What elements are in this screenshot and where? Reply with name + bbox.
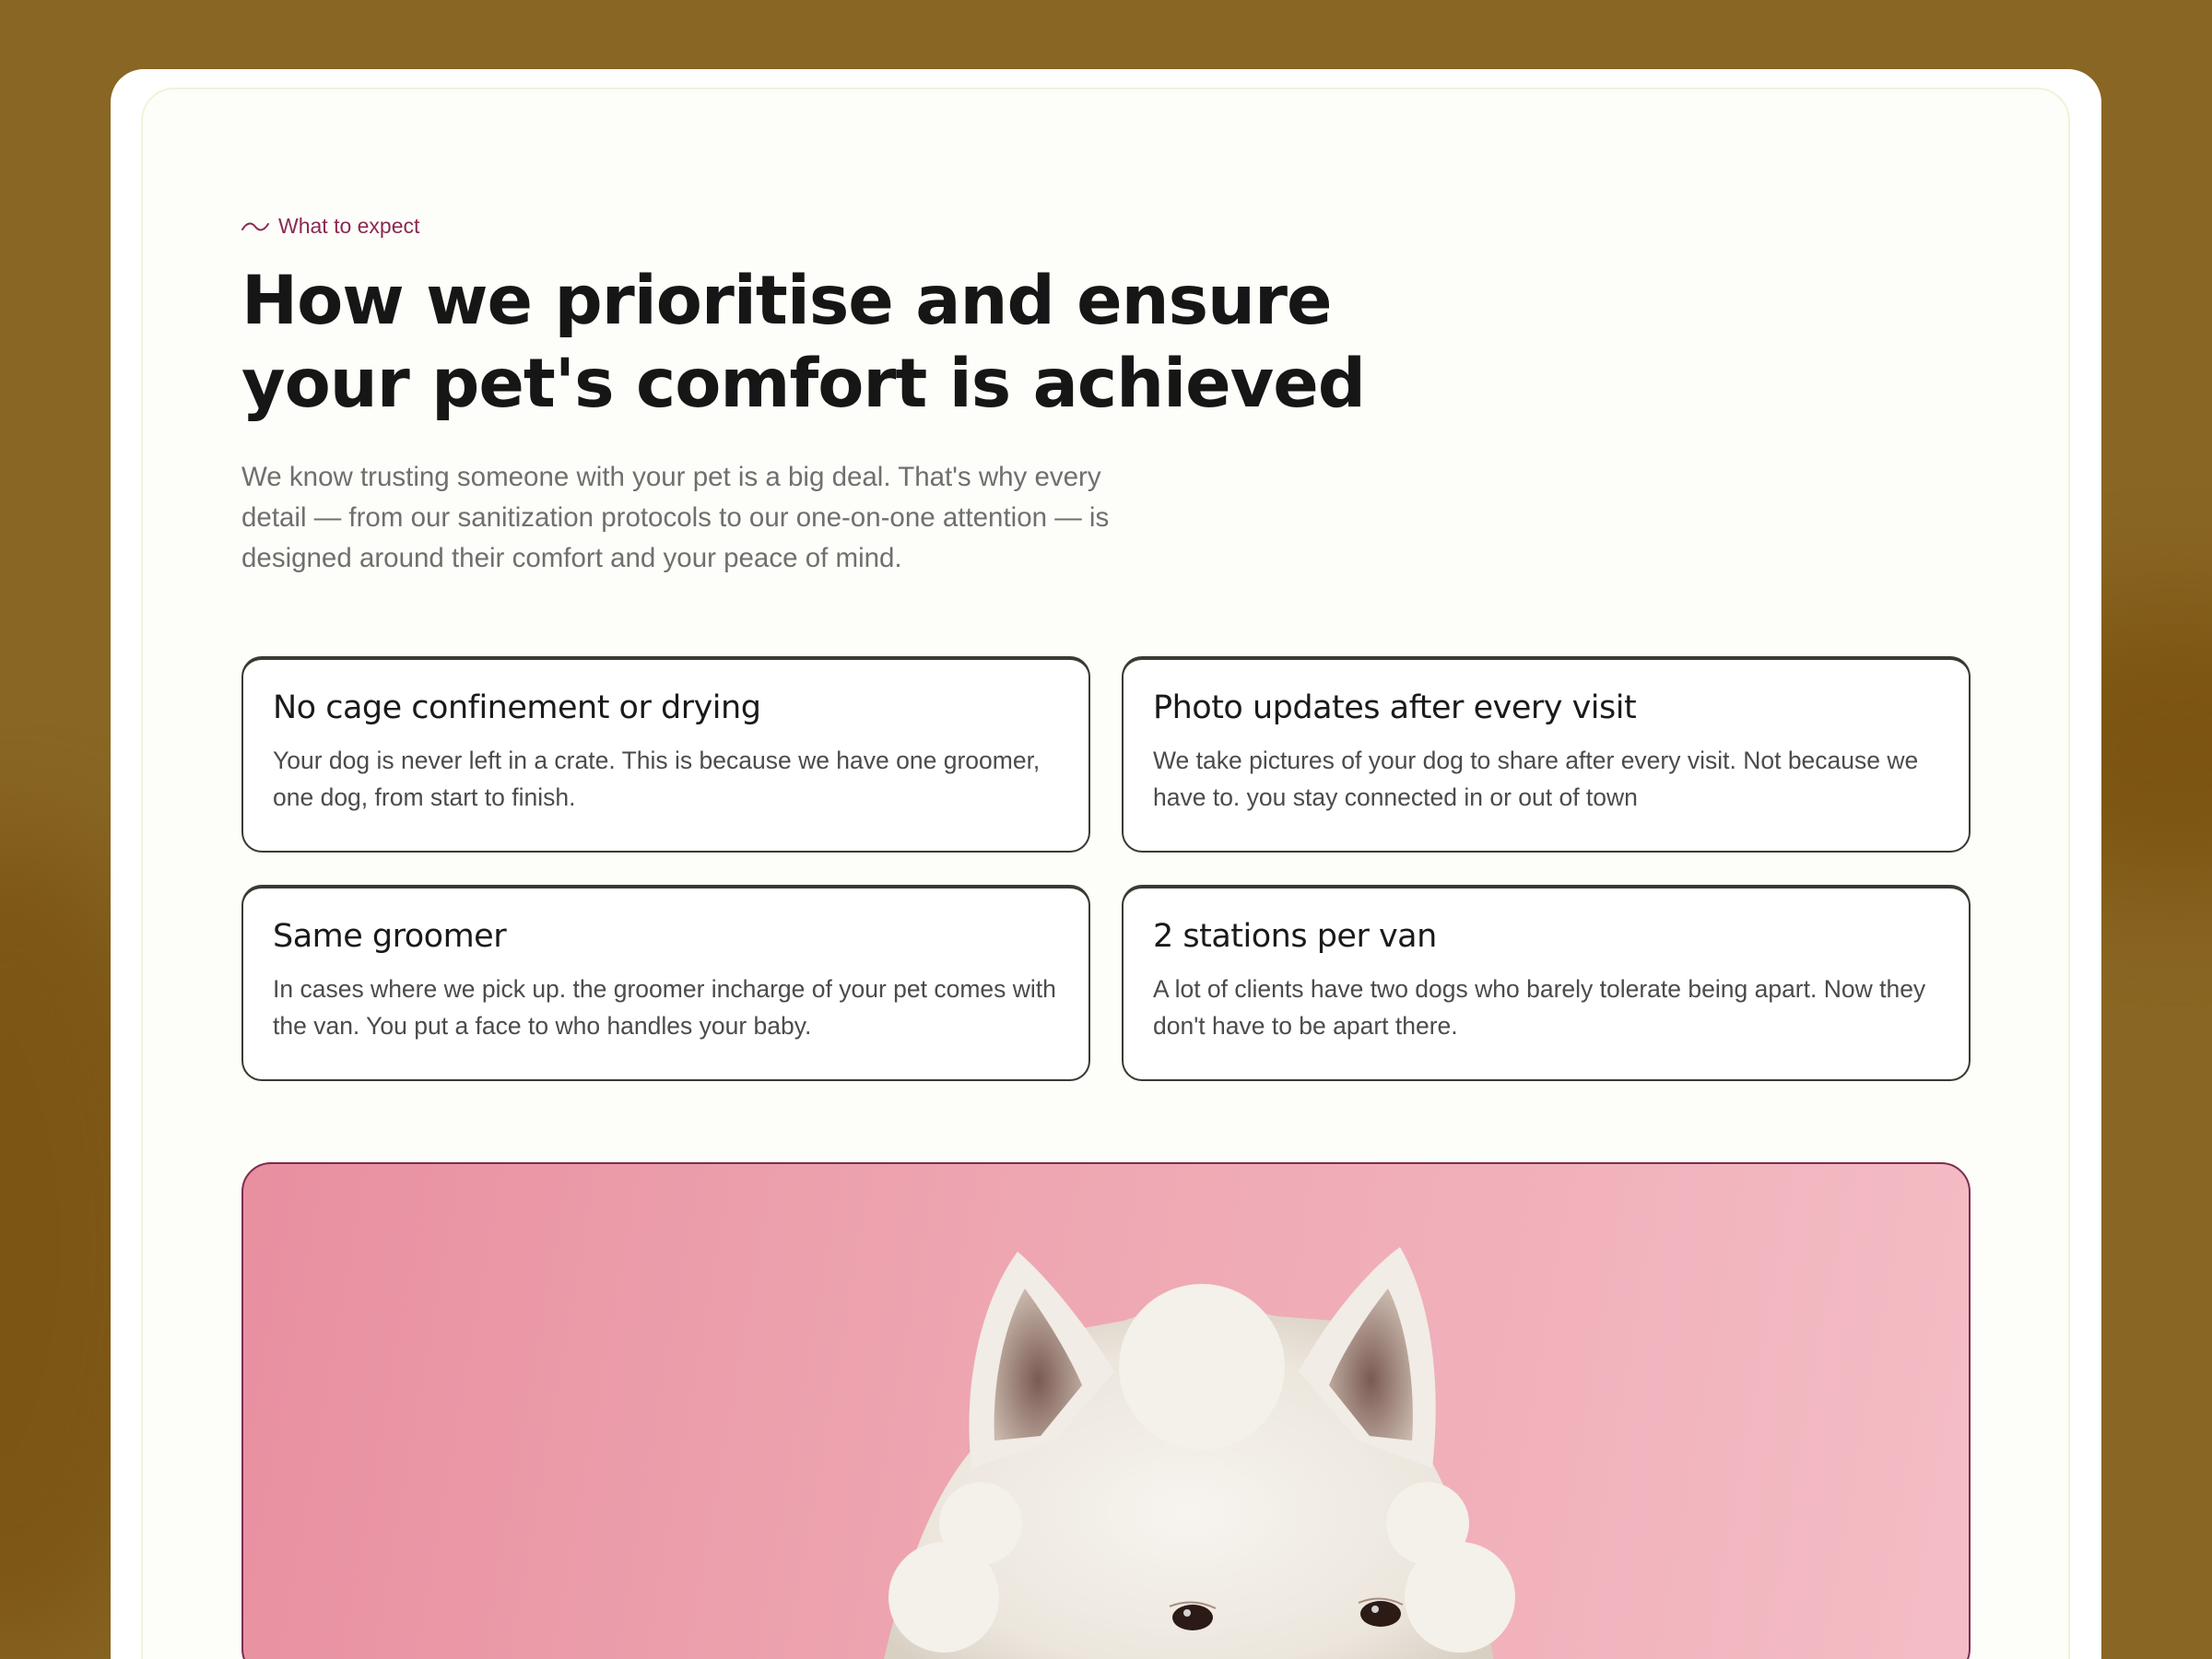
- feature-card-same-groomer: [241, 885, 1090, 1081]
- feature-title: Photo updates after every visit: [1153, 689, 1637, 726]
- eyebrow-label: What to expect: [278, 214, 420, 238]
- section-description: We know trusting someone with your pet is a big deal. That's why every detail — from our sanitization protocols to our one-on-one attention — is designed around their comfort and your peace of mind.: [241, 462, 1110, 573]
- feature-card-two-stations: [1122, 885, 1971, 1081]
- feature-title: Same groomer: [273, 918, 507, 955]
- feature-body: We take pictures of your dog to share after every visit. Not because we have to. you stay connected in or out of town: [1153, 747, 1919, 811]
- feature-title: No cage confinement or drying: [273, 689, 761, 726]
- section-eyebrow: [241, 214, 419, 239]
- dog-photo: [241, 1162, 1971, 1659]
- wave-icon: [241, 219, 269, 234]
- section-title: How we prioritise and ensure your pet's comfort is achieved: [241, 262, 1365, 423]
- feature-body: In cases where we pick up. the groomer incharge of your pet comes with the van. You put a face to who handles your baby.: [273, 975, 1056, 1040]
- feature-body: A lot of clients have two dogs who barely tolerate being apart. Now they don't have to be apart there.: [1153, 975, 1926, 1040]
- feature-title: 2 stations per van: [1153, 918, 1437, 955]
- feature-card-photo-updates: [1122, 656, 1971, 853]
- dog-illustration: [243, 1164, 1971, 1659]
- feature-body: Your dog is never left in a crate. This is because we have one groomer, one dog, from start to finish.: [273, 747, 1041, 811]
- feature-card-no-cage: [241, 656, 1090, 853]
